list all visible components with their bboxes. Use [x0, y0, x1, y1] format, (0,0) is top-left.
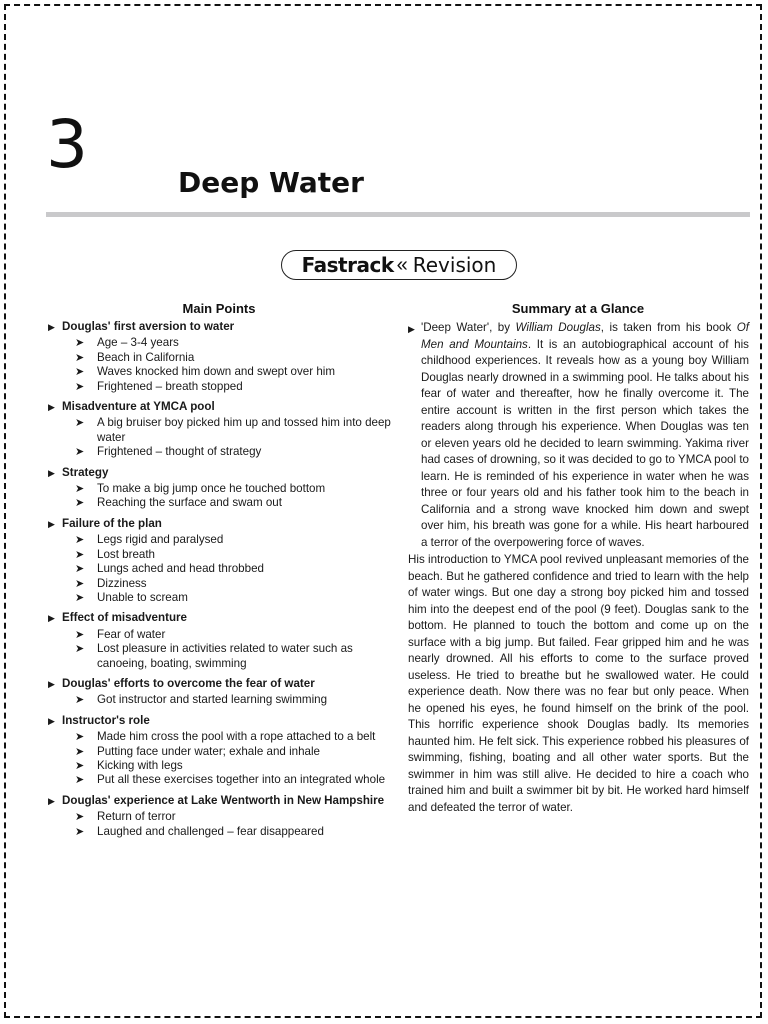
fastrack-revision-badge [281, 250, 517, 280]
section-title: Failure of the plan [62, 516, 162, 530]
arrow-bullet-icon: ➤ [75, 446, 85, 459]
fastrack-logo-mark: « [396, 253, 408, 276]
bullet-triangle-icon: ▶ [48, 678, 55, 689]
sub-point: ➤ Laughed and challenged – fear disappeared [75, 824, 324, 838]
main-point-section [48, 517, 392, 605]
main-point-section [48, 714, 392, 788]
bullet-triangle-icon: ▶ [48, 715, 55, 726]
main-point-section [48, 320, 392, 394]
sub-point: ➤ Fear of water [75, 627, 166, 641]
sub-point: ➤ Lost breath [75, 547, 156, 561]
sub-point: ➤ Waves knocked him down and swept over him [75, 365, 335, 379]
arrow-bullet-icon: ➤ [75, 731, 85, 744]
sub-point: ➤ Dizziness [75, 576, 147, 590]
section-title: Douglas' first aversion to water [62, 320, 235, 333]
author-name: William Douglas [515, 321, 601, 334]
sub-point: ➤ Lungs ached and head throbbed [75, 562, 264, 576]
arrow-bullet-icon: ➤ [75, 745, 85, 758]
arrow-bullet-icon: ➤ [75, 351, 85, 364]
sub-point: ➤ Putting face under water; exhale and inhale [75, 744, 321, 758]
arrow-bullet-icon: ➤ [75, 577, 85, 590]
sub-point: ➤ Reaching the surface and swam out [75, 496, 282, 510]
title-divider [46, 212, 750, 217]
main-point-section [48, 400, 392, 460]
summary-paragraph-1: ▶ 'Deep Water', by William Douglas, is taken from his book Of Men and Mountains. It is an autobiographical account of his childhood experiences. It reveals how as a young boy William Douglas nearly drowned in a swimming pool. He talks about his fear of water and thereafter, how he finally overcome it. The entire account is written in the first person which takes the readers along through his experience. When Douglas was ten or eleven years old he decided to learn swimming. Yakima river had cases of drowning, so it was decided to go to YMCA pool to learn. He is reminded of his experience in water when he was three or four years old and his father took him to the beach in California and a strong wave knocked him down and swept over him, his breath was gone for a while. His heart harboured a terror of the overpowering force of waves. [408, 321, 749, 549]
bullet-triangle-icon: ▶ [48, 518, 55, 529]
sub-point: ➤ Made him cross the pool with a rope attached to a belt [75, 730, 376, 744]
sub-point: ➤ Legs rigid and paralysed [75, 533, 224, 547]
bullet-triangle-icon: ▶ [48, 322, 55, 332]
arrow-bullet-icon: ➤ [75, 497, 85, 510]
sub-point: ➤ Got instructor and started learning swimming [75, 693, 328, 707]
bullet-triangle-icon: ▶ [48, 467, 55, 478]
sub-point: ➤ Beach in California [75, 350, 195, 364]
bullet-triangle-icon: ▶ [48, 402, 55, 413]
main-points-heading: Main Points [182, 301, 256, 316]
arrow-bullet-icon: ➤ [75, 643, 85, 656]
section-title: Douglas' efforts to overcome the fear of water [62, 676, 315, 690]
sub-point: ➤ Frightened – breath stopped [75, 379, 243, 393]
sub-point: ➤ To make a big jump once he touched bottom [75, 482, 326, 496]
revision-label: Revision [412, 253, 497, 277]
section-title: Misadventure at YMCA pool [62, 400, 215, 414]
sub-point: ➤ Put all these exercises together into an integrated whole [75, 773, 386, 787]
arrow-bullet-icon: ➤ [75, 483, 85, 496]
sub-point: ➤ A big bruiser boy picked him up and tossed him into deep water [75, 416, 391, 444]
sub-point: ➤ Frightened – thought of strategy [75, 445, 262, 459]
book-title: Of Men and Mountains [421, 321, 749, 351]
section-title: Strategy [62, 465, 109, 479]
sub-point: ➤ Kicking with legs [75, 758, 183, 772]
arrow-bullet-icon: ➤ [75, 694, 85, 707]
sub-point: ➤ Lost pleasure in activities related to water such as canoeing, boating, swimming [75, 642, 353, 670]
bullet-triangle-icon: ▶ [48, 613, 55, 624]
arrow-bullet-icon: ➤ [75, 534, 85, 547]
arrow-bullet-icon: ➤ [75, 825, 85, 838]
main-points-list [48, 320, 392, 845]
bullet-triangle-icon: ▶ [408, 324, 415, 334]
arrow-bullet-icon: ➤ [75, 759, 85, 772]
sub-point: ➤ Return of terror [75, 810, 176, 824]
arrow-bullet-icon: ➤ [75, 628, 85, 641]
main-point-section [48, 677, 392, 708]
arrow-bullet-icon: ➤ [75, 563, 85, 576]
main-point-section [48, 466, 392, 511]
section-title: Instructor's role [62, 713, 150, 727]
fastrack-logo-text: Fastrack [301, 253, 394, 277]
sub-point: ➤ Age – 3-4 years [75, 336, 179, 350]
arrow-bullet-icon: ➤ [75, 380, 85, 393]
sub-point: ➤ Unable to scream [75, 590, 188, 604]
arrow-bullet-icon: ➤ [75, 591, 85, 604]
chapter-number: 3 [46, 106, 86, 183]
arrow-bullet-icon: ➤ [75, 366, 85, 379]
arrow-bullet-icon: ➤ [75, 774, 85, 787]
arrow-bullet-icon: ➤ [75, 337, 85, 350]
summary-text [408, 320, 749, 817]
main-point-section [48, 611, 392, 671]
arrow-bullet-icon: ➤ [75, 548, 85, 561]
arrow-bullet-icon: ➤ [75, 811, 85, 824]
arrow-bullet-icon: ➤ [75, 417, 85, 430]
summary-heading: Summary at a Glance [511, 301, 645, 316]
main-point-section [48, 794, 392, 839]
summary-paragraph-2: His introduction to YMCA pool revived unpleasant memories of the beach. But he gathered confidence and tried to learn with the help of water wings. But one day a strong boy picked him and tossed him into the deepest end of the pool (9 feet). Douglas sank to the bottom. He planned to touch the bottom and come up on the surface with a big jump. But failed. Fear gripped him and he was nearly drowned. All his efforts to come to the surface proved useless. He tried to breathe but he swallowed water. He could experience death. Now there was no fear but only peace. When he opened his eyes, he found himself on the brink of the pool. This horrific experience shook Douglas badly. Its memories haunted him. He felt sick. This experience robbed his pleasures of swimming, fishing, boating and all other water sports. But the swimmer in him was still alive. He decided to hire a coach who trained him and built a swimmer bit by bit. He worked hard himself and defeated the terror of water. [408, 553, 749, 814]
chapter-title: Deep Water [178, 166, 364, 199]
section-title: Effect of misadventure [62, 611, 187, 625]
section-title: Douglas' experience at Lake Wentworth in New Hampshire [62, 793, 385, 807]
bullet-triangle-icon: ▶ [48, 795, 55, 806]
